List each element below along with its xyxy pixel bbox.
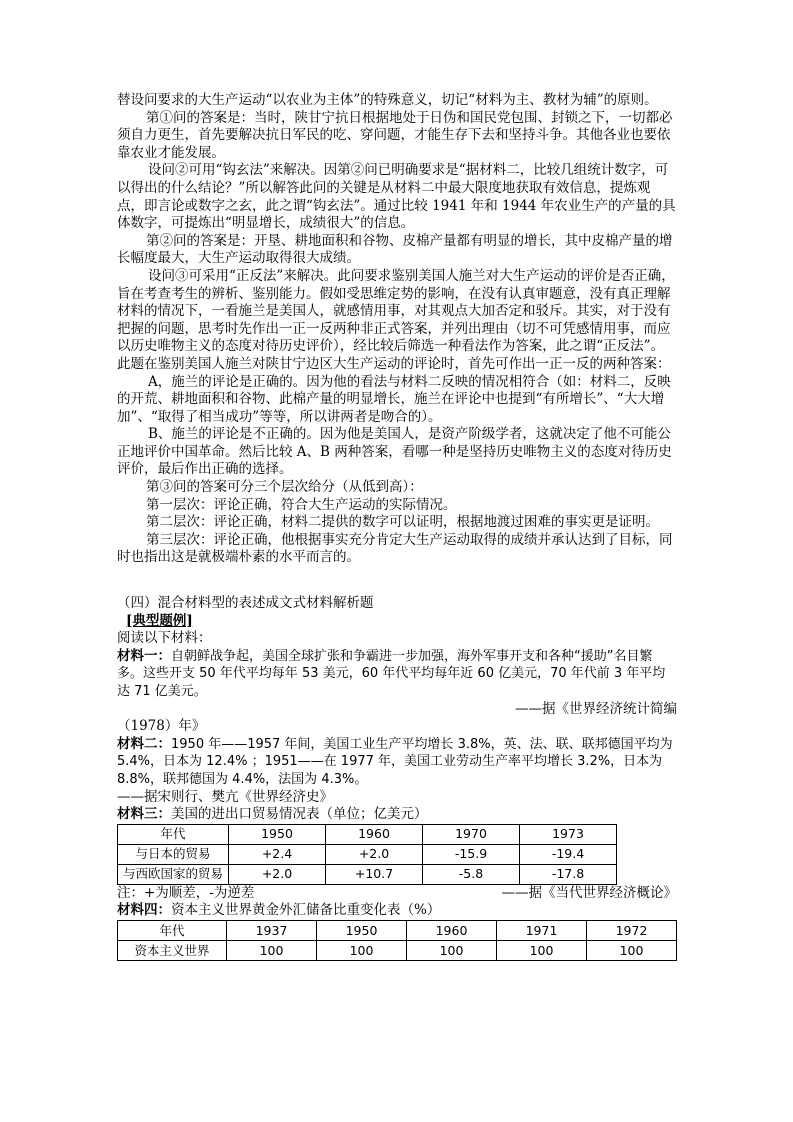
table-header-cell: 1973 <box>520 824 617 844</box>
table-row <box>118 940 677 960</box>
material-2 <box>117 736 677 789</box>
gold-reserve-table <box>117 920 677 961</box>
table-cell: -5.8 <box>423 864 520 884</box>
question-2-method-paragraph: 设问②可用“钩玄法”来解决。因第②问已明确要求是“据材料二，比较几组统计数字，可以得出的什么结论？”所以解答此问的关键是从材料二中最大限度地获取有效信息，提炼观点，即言论或数字之玄，此之谓“钩玄法”。通过比较 1941 年和 1944 年农业生产的产量的具体数字，可提炼出“明显增长，成绩很大”的信息。 <box>117 162 676 232</box>
section-title: （四）混合材料型的表述成文式材料解析题 <box>117 595 374 612</box>
table-row <box>118 864 617 884</box>
question-3-method-paragraph: 设问③可采用“正反法”来解决。此问要求鉴别美国人施兰对大生产运动的评价是否正确，旨在考查考生的辨析、鉴别能力。假如受思维定势的影响，在没有认真审题意，没有真正理解材料的情况下，一看施兰是美国人，就感情用事，对其观点大加否定和驳斥。其实，对于没有把握的问题，思考时先作出一正一反两种非正式答案，并列出理由（切不可凭感情用事，而应以历史唯物主义的态度对待历史评价），经比较后筛选一种看法作为答案，此之谓“正反法”。此题在鉴别美国人施兰对陕甘宁边区大生产运动的评论时，首先可作出一正一反的两种答案： <box>117 267 675 372</box>
reading-intro: 阅读以下材料： <box>117 630 212 647</box>
table-row <box>118 844 617 864</box>
table-header-cell: 1960 <box>326 824 423 844</box>
material-4-title: 资本主义世界黄金外汇储备比重变化表（%） <box>171 902 441 919</box>
table-cell: -19.4 <box>520 844 617 864</box>
material-1-source-cont: （1978）年》 <box>117 718 206 735</box>
option-b-paragraph: B、施兰的评论是不正确的。因为他是美国人，是资产阶级学者，这就决定了他不可能公正地评价中国革命。然后比较 A、B 两种答案，看哪一种是坚持历史唯物主义的态度对待历史评价，最后作出正确的选择。 <box>117 426 672 478</box>
table-header-row <box>118 920 677 940</box>
material-3-note: 注：+为顺差，-为逆差 <box>117 884 255 901</box>
material-2-text: 1950 年——1957 年间，美国工业生产平均增长 3.8%，英、法、联、联邦德国平均为 5.4%，日本为 12.4% ；1951——在 1977 年，美国工业劳动生产率平均增长 3.2%，日本为 8.8%，联邦德国为 4.4%，法国为 4.3%。 <box>117 736 673 787</box>
material-1 <box>117 648 677 701</box>
material-2-source: ——据宋则行、樊亢《世界经济史》 <box>117 788 333 805</box>
table-cell: +2.4 <box>229 844 326 864</box>
table-header-cell: 年代 <box>118 920 227 940</box>
table-header-cell: 1950 <box>317 920 407 940</box>
material-3-label: 材料三： <box>117 806 171 823</box>
answer-1-paragraph: 第①问的答案是：当时，陕甘宁抗日根据地处于日伪和国民党包围、封锁之下，一切都必须自力更生，首先要解决抗日军民的吃、穿问题，才能生存下去和坚持斗争。其他各业也要依靠农业才能发展。 <box>117 109 673 161</box>
material-1-label: 材料一： <box>117 647 171 664</box>
material-4-label: 材料四： <box>117 902 171 919</box>
material-1-source: ——据《世界经济统计简编 <box>515 700 677 717</box>
table-cell: 资本主义世界 <box>118 940 227 960</box>
table-cell: 与日本的贸易 <box>118 844 229 864</box>
table-cell: 与西欧国家的贸易 <box>118 864 229 884</box>
material-4-heading <box>117 902 677 920</box>
material-3-footer <box>117 885 677 903</box>
table-cell: 100 <box>407 940 497 960</box>
table-cell: 100 <box>227 940 317 960</box>
level-1: 第一层次：评论正确，符合大生产运动的实际情况。 <box>146 496 457 513</box>
material-1-text: 自朝鲜战争起，美国全球扩张和争霸进一步加强，海外军事开支和各种“援助”名目繁多。这些开支 50 年代平均每年 53 美元，60 年代平均每年近 60 亿美元，70 年代前 3 年平均达 71 亿美元。 <box>117 648 666 699</box>
trade-table <box>117 824 617 885</box>
table-cell: +2.0 <box>229 864 326 884</box>
typical-example-heading: [典型题例] <box>126 612 193 629</box>
answer-3-intro: 第③问的答案可分三个层次给分（从低到高）： <box>146 479 423 496</box>
level-3: 第三层次：评论正确，他根据事实充分肯定大生产运动取得的成绩并承认达到了目标，同时也指出这是就极端朴素的水平而言的。 <box>117 531 673 566</box>
paragraph-intro-note: 替设问要求的大生产运动“以农业为主体”的特殊意义，切记“材料为主、教材为辅”的原则。 <box>117 92 658 108</box>
table-cell: +2.0 <box>326 844 423 864</box>
table-cell: -17.8 <box>520 864 617 884</box>
document-page <box>117 92 677 961</box>
table-cell: -15.9 <box>423 844 520 864</box>
table-header-cell: 1971 <box>497 920 587 940</box>
material-3-heading <box>117 806 677 824</box>
level-2: 第二层次：评论正确，材料二提供的数字可以证明，根据地渡过困难的事实更是证明。 <box>146 514 659 531</box>
option-a-paragraph: A，施兰的评论是正确的。因为他的看法与材料二反映的情况相符合（如：材料二，反映的开荒、耕地面积和谷物、此棉产量的明显增长，施兰在评论中也提到“有所增长”、“大大增加”、“取得了相当成功”等等，所以讲两者是吻合的）。 <box>117 373 671 425</box>
table-cell: 100 <box>317 940 407 960</box>
table-cell: 100 <box>587 940 677 960</box>
table-header-cell: 1970 <box>423 824 520 844</box>
answer-2-paragraph: 第②问的答案是：开垦、耕地面积和谷物、皮棉产量都有明显的增长，其中皮棉产量的增长幅度最大，大生产运动取得很大成绩。 <box>117 232 673 267</box>
table-header-row <box>118 824 617 844</box>
table-header-cell: 1950 <box>229 824 326 844</box>
table-cell: +10.7 <box>326 864 423 884</box>
table-cell: 100 <box>497 940 587 960</box>
table-header-cell: 1937 <box>227 920 317 940</box>
material-2-label: 材料二： <box>117 735 171 752</box>
material-3-source: ——据《当代世界经济概论》 <box>501 884 677 901</box>
table-header-cell: 1960 <box>407 920 497 940</box>
material-3-title: 美国的进出口贸易情况表（单位；亿美元） <box>171 806 428 823</box>
table-header-cell: 年代 <box>118 824 229 844</box>
table-header-cell: 1972 <box>587 920 677 940</box>
